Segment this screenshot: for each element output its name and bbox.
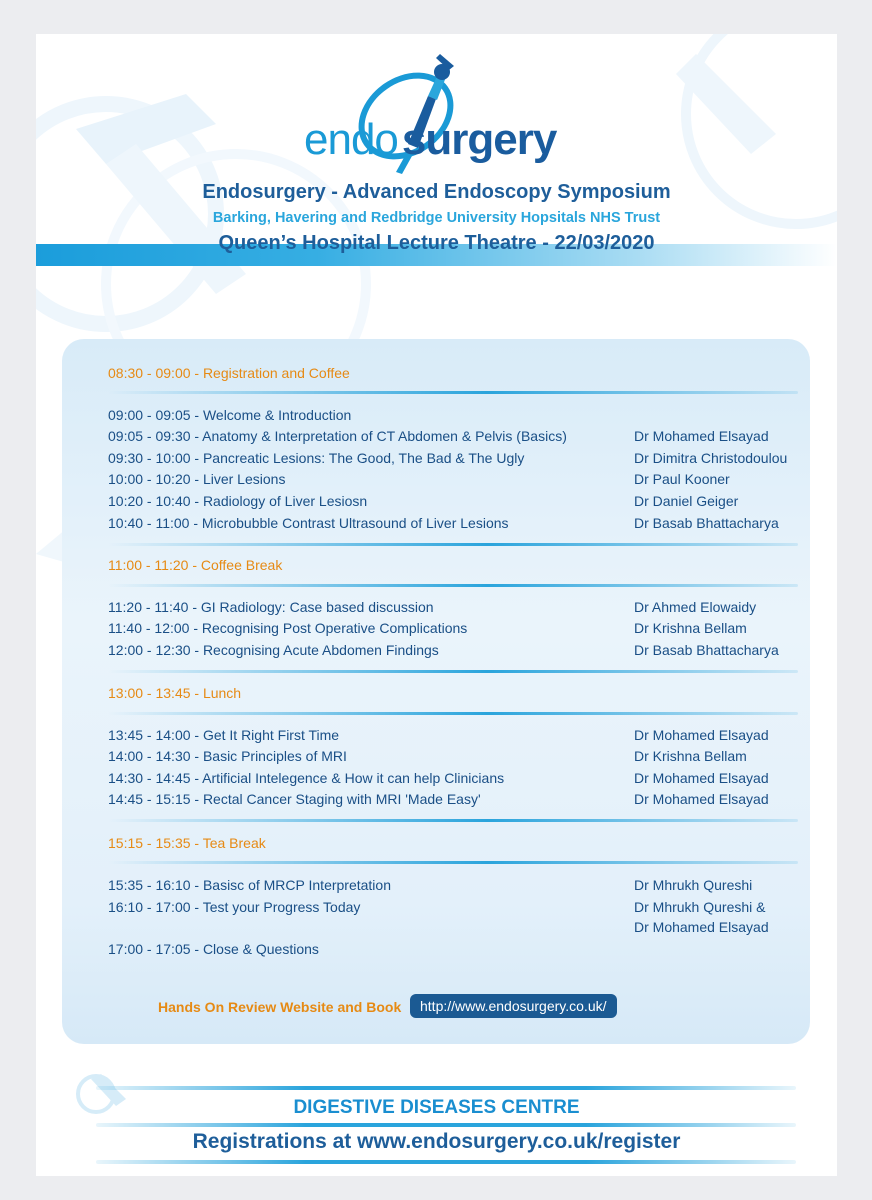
schedule-row: 08:30 - 09:00 - Registration and Coffee bbox=[108, 365, 350, 381]
speaker-name: Dr Mohamed Elsayad bbox=[634, 919, 769, 935]
programme-panel bbox=[62, 339, 810, 1044]
section-divider bbox=[108, 584, 798, 587]
section-divider bbox=[108, 391, 798, 394]
schedule-row: 13:45 - 14:00 - Get It Right First Time bbox=[108, 727, 340, 743]
review-label: Hands On Review Website and Book bbox=[158, 999, 402, 1015]
speaker-name: Dr Dimitra Christodoulou bbox=[634, 450, 788, 466]
speaker-name: Dr Mohamed Elsayad bbox=[634, 727, 769, 743]
speaker-name: Dr Paul Kooner bbox=[634, 471, 730, 487]
speaker-name: Dr Basab Bhattacharya bbox=[634, 515, 779, 531]
registration-info: Registrations at www.endosurgery.co.uk/register bbox=[192, 1130, 681, 1153]
schedule-row: 09:00 - 09:05 - Welcome & Introduction bbox=[108, 407, 352, 423]
schedule-row: 10:00 - 10:20 - Liver Lesions bbox=[108, 471, 286, 487]
speaker-name: Dr Krishna Bellam bbox=[634, 620, 747, 636]
centre-name: DIGESTIVE DISEASES CENTRE bbox=[293, 1097, 580, 1118]
footer-divider-middle bbox=[96, 1123, 796, 1127]
brand-part-endo: endo bbox=[304, 115, 398, 164]
schedule-row: 12:00 - 12:30 - Recognising Acute Abdomen Findings bbox=[108, 642, 439, 658]
speaker-name: Dr Mohamed Elsayad bbox=[634, 770, 769, 786]
schedule-row: 13:00 - 13:45 - Lunch bbox=[108, 685, 242, 701]
speaker-name: Dr Ahmed Elowaidy bbox=[634, 599, 757, 615]
speaker-name: Dr Mhrukh Qureshi bbox=[634, 877, 753, 893]
footer-divider-bottom bbox=[96, 1160, 796, 1164]
schedule-row: 16:10 - 17:00 - Test your Progress Today bbox=[108, 899, 361, 915]
venue-date: Queen’s Hospital Lecture Theatre - 22/03/2020 bbox=[218, 232, 655, 254]
schedule-row: 10:40 - 11:00 - Microbubble Contrast Ultrasound of Liver Lesions bbox=[108, 515, 509, 531]
brand-part-surgery: surgery bbox=[401, 115, 557, 164]
brand-wordmark bbox=[304, 115, 557, 164]
schedule-row: 11:40 - 12:00 - Recognising Post Operative Complications bbox=[108, 620, 468, 636]
speaker-name: Dr Mohamed Elsayad bbox=[634, 428, 769, 444]
schedule-row: 15:35 - 16:10 - Basisc of MRCP Interpretation bbox=[108, 877, 391, 893]
schedule-row: 17:00 - 17:05 - Close & Questions bbox=[108, 941, 319, 957]
speaker-name: Dr Mohamed Elsayad bbox=[634, 791, 769, 807]
section-divider bbox=[108, 819, 798, 822]
symposium-flyer bbox=[36, 34, 837, 1176]
section-divider bbox=[108, 670, 798, 673]
section-divider bbox=[108, 543, 798, 546]
speaker-name: Dr Krishna Bellam bbox=[634, 748, 747, 764]
speaker-name: Dr Basab Bhattacharya bbox=[634, 642, 779, 658]
schedule-row: 14:30 - 14:45 - Artificial Intelegence & How it can help Clinicians bbox=[108, 770, 505, 786]
schedule-row: 14:45 - 15:15 - Rectal Cancer Staging with MRI 'Made Easy' bbox=[108, 791, 481, 807]
review-website-link[interactable]: http://www.endosurgery.co.uk/ bbox=[410, 994, 617, 1018]
event-title: Endosurgery - Advanced Endoscopy Symposium bbox=[202, 181, 671, 203]
trust-name: Barking, Havering and Redbridge University Hopsitals NHS Trust bbox=[212, 210, 661, 226]
speaker-name: Dr Daniel Geiger bbox=[634, 493, 739, 509]
section-divider bbox=[108, 861, 798, 864]
schedule-row: 15:15 - 15:35 - Tea Break bbox=[108, 835, 266, 851]
schedule-row: 11:00 - 11:20 - Coffee Break bbox=[108, 557, 283, 573]
schedule-row: 10:20 - 10:40 - Radiology of Liver Lesiosn bbox=[108, 493, 368, 509]
footer-divider-top bbox=[96, 1086, 796, 1090]
schedule-row: 09:05 - 09:30 - Anatomy & Interpretation of CT Abdomen & Pelvis (Basics) bbox=[108, 428, 567, 444]
schedule-row: 09:30 - 10:00 - Pancreatic Lesions: The Good, The Bad & The Ugly bbox=[108, 450, 525, 466]
section-divider bbox=[108, 712, 798, 715]
speaker-name: Dr Mhrukh Qureshi & bbox=[634, 899, 766, 915]
schedule-row: 11:20 - 11:40 - GI Radiology: Case based discussion bbox=[108, 599, 434, 615]
schedule-row: 14:00 - 14:30 - Basic Principles of MRI bbox=[108, 748, 347, 764]
